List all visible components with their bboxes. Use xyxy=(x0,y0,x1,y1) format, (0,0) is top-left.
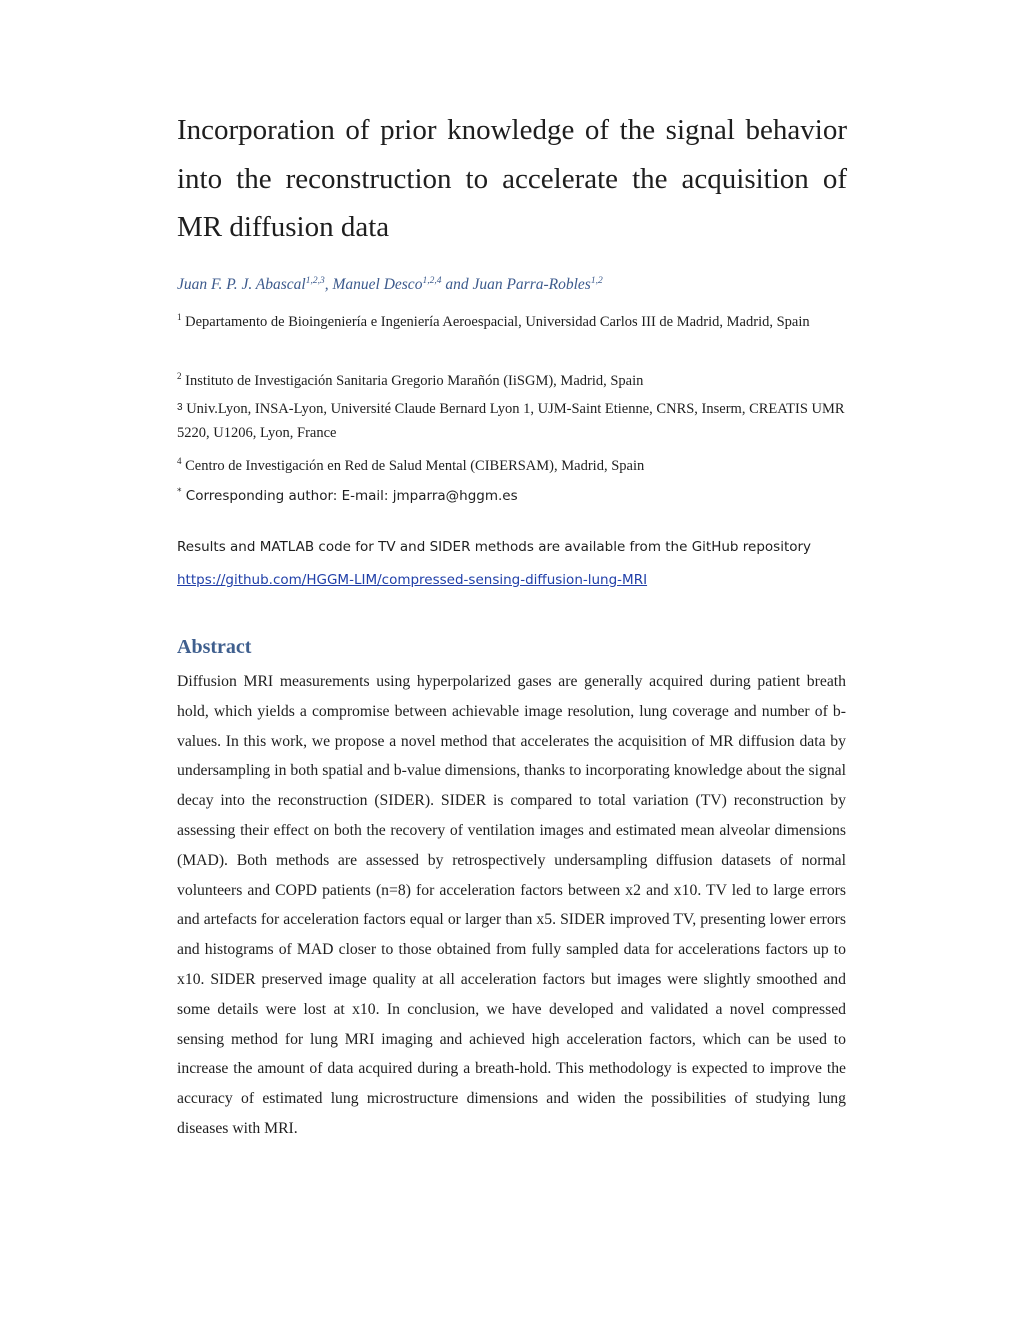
author-separator: and xyxy=(441,276,473,293)
affiliation-text: Centro de Investigación en Red de Salud Mental (CIBERSAM), Madrid, Spain xyxy=(185,458,645,474)
code-availability-text: Results and MATLAB code for TV and SIDER methods are available from the GitHub repository xyxy=(177,539,812,555)
author-list xyxy=(177,273,847,297)
affiliation-number: 3 xyxy=(177,402,183,413)
affiliation-text: Univ.Lyon, INSA-Lyon, Université Claude Bernard Lyon 1, UJM-Saint Etienne, CNRS, Inserm, CREATIS UMR 5220, U1206, Lyon, France xyxy=(177,401,845,441)
corresponding-mark: * xyxy=(177,487,182,497)
affiliation-1 xyxy=(177,309,847,336)
author-affiliation-marks: 1,2,4 xyxy=(422,276,442,286)
author-affiliation-marks: 1,2 xyxy=(590,276,603,286)
code-availability xyxy=(177,531,852,597)
author-name: Juan F. P. J. Abascal xyxy=(177,276,306,293)
corresponding-author xyxy=(177,485,847,507)
affiliation-number: 1 xyxy=(177,312,182,322)
affiliation-text: Departamento de Bioingeniería e Ingeniería Aeroespacial, Universidad Carlos III de Madrid, Madrid, Spain xyxy=(185,314,810,330)
author-separator: , xyxy=(324,276,333,293)
author-affiliation-marks: 1,2,3 xyxy=(305,276,325,286)
affiliation-4 xyxy=(177,453,847,480)
affiliation-text: Instituto de Investigación Sanitaria Gregorio Marañón (IiSGM), Madrid, Spain xyxy=(185,373,644,389)
abstract-body: Diffusion MRI measurements using hyperpolarized gases are generally acquired during patient breath hold, which yields a compromise between achievable image resolution, lung coverage and number of b-values. In this work, we propose a novel method that accelerates the acquisition of MR diffusion data by undersampling in both spatial and b-value dimensions, thanks to incorporating knowledge about the signal decay into the reconstruction (SIDER). SIDER is compared to total variation (TV) reconstruction by assessing their effect on both the recovery of ventilation images and estimated mean alveolar dimensions (MAD). Both methods are assessed by retrospectively undersampling diffusion datasets of normal volunteers and COPD patients (n=8) for acceleration factors between x2 and x10. TV led to large errors and artefacts for acceleration factors equal or larger than x5. SIDER improved TV, presenting lower errors and histograms of MAD closer to those obtained from fully sampled data for accelerations factors up to x10. SIDER preserved image quality at all acceleration factors but images were slightly smoothed and some details were lost at x10. In conclusion, we have developed and validated a novel compressed sensing method for lung MRI imaging and achieved high acceleration factors, which can be used to increase the amount of data acquired during a breath-hold. This methodology is expected to improve the accuracy of estimated lung microstructure dimensions and widen the possibilities of studying lung diseases with MRI. xyxy=(177,673,846,1137)
affiliation-3 xyxy=(177,398,847,444)
author-name: Manuel Desco xyxy=(332,276,423,293)
paper-title: Incorporation of prior knowledge of the signal behavior into the reconstruction to accelerate the acquisition of MR diffusion data xyxy=(177,114,847,243)
corresponding-text: Corresponding author: E-mail: jmparra@hggm.es xyxy=(185,488,518,504)
author-name: Juan Parra-Robles xyxy=(472,276,591,293)
affiliation-2 xyxy=(177,368,847,395)
affiliation-number: 4 xyxy=(177,456,182,466)
affiliation-number: 2 xyxy=(177,371,182,381)
abstract-heading: Abstract xyxy=(177,636,252,658)
github-repository-link[interactable]: https://github.com/HGGM-LIM/compressed-sensing-diffusion-lung-MRI xyxy=(177,572,648,588)
